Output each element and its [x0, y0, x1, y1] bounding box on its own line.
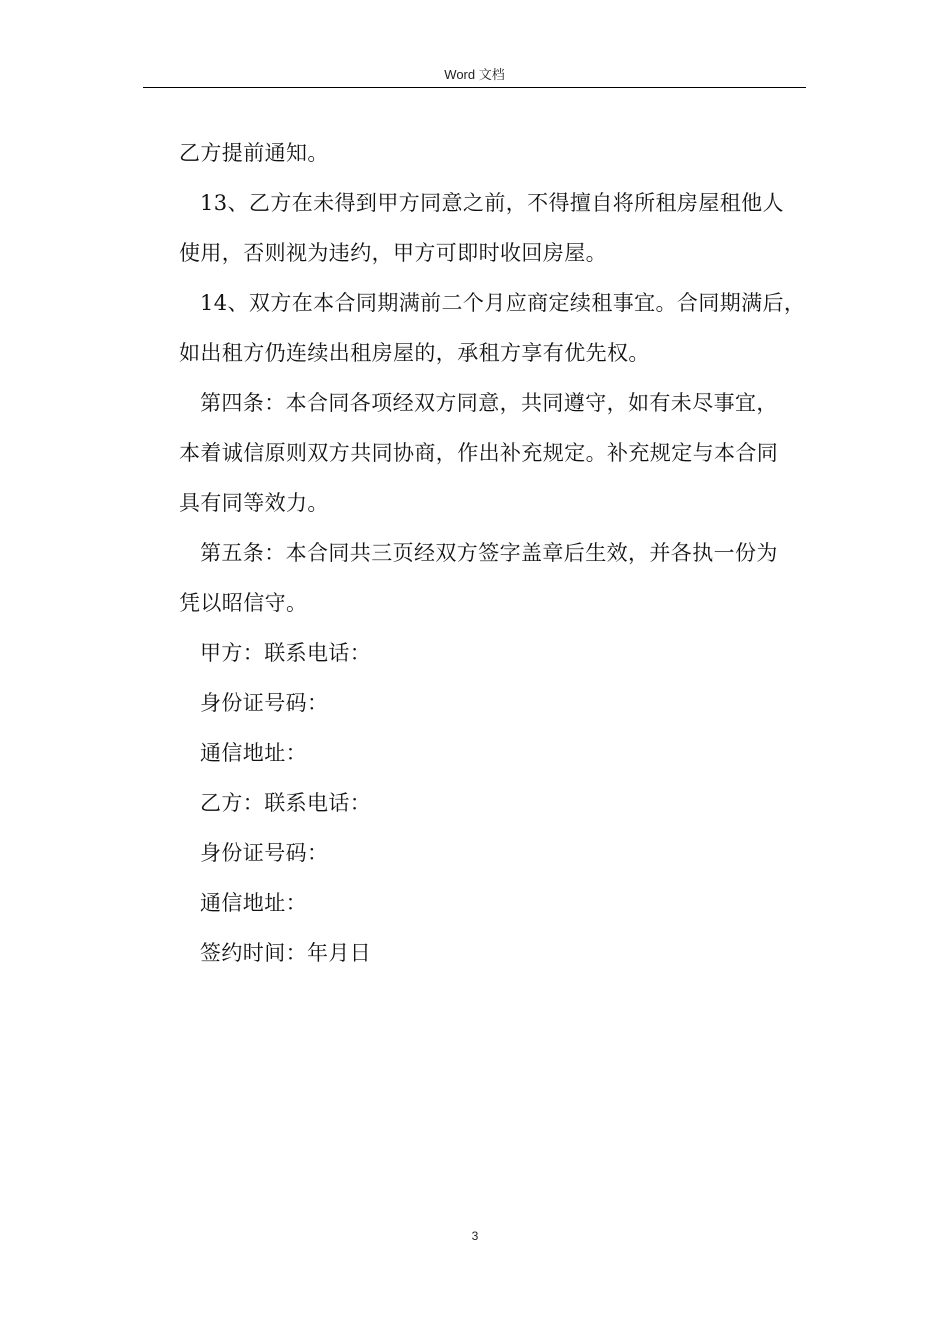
text-line: 凭以昭信守。 [179, 591, 308, 615]
text-line: 第四条：本合同各项经双方同意，共同遵守，如有未尽事宜， [200, 391, 778, 415]
contract-body [179, 128, 807, 978]
text-line: 14、双方在本合同期满前二个月应商定续租事宜。合同期满后， [200, 291, 806, 315]
signature-field: 签约时间：年月日 [200, 941, 372, 965]
text-line: 13、乙方在未得到甲方同意之前，不得擅自将所租房屋租他人 [200, 191, 784, 215]
signature-field: 身份证号码： [200, 691, 329, 715]
text-line: 使用，否则视为违约，甲方可即时收回房屋。 [179, 241, 607, 265]
text-line: 乙方提前通知。 [179, 141, 329, 165]
signature-field: 通信地址： [200, 741, 307, 765]
header-divider [143, 87, 806, 88]
text-line: 如出租方仍连续出租房屋的，承租方享有优先权。 [179, 341, 650, 365]
text-line: 本着诚信原则双方共同协商，作出补充规定。补充规定与本合同 [179, 441, 779, 465]
page-number: 3 [471, 1229, 479, 1243]
signature-field: 乙方：联系电话： [200, 791, 372, 815]
page-header: Word 文档 [444, 67, 505, 82]
signature-field: 通信地址： [200, 891, 307, 915]
signature-field: 甲方：联系电话： [200, 641, 372, 665]
text-line: 第五条：本合同共三页经双方签字盖章后生效，并各执一份为 [200, 541, 778, 565]
signature-field: 身份证号码： [200, 841, 329, 865]
text-line: 具有同等效力。 [179, 491, 329, 515]
